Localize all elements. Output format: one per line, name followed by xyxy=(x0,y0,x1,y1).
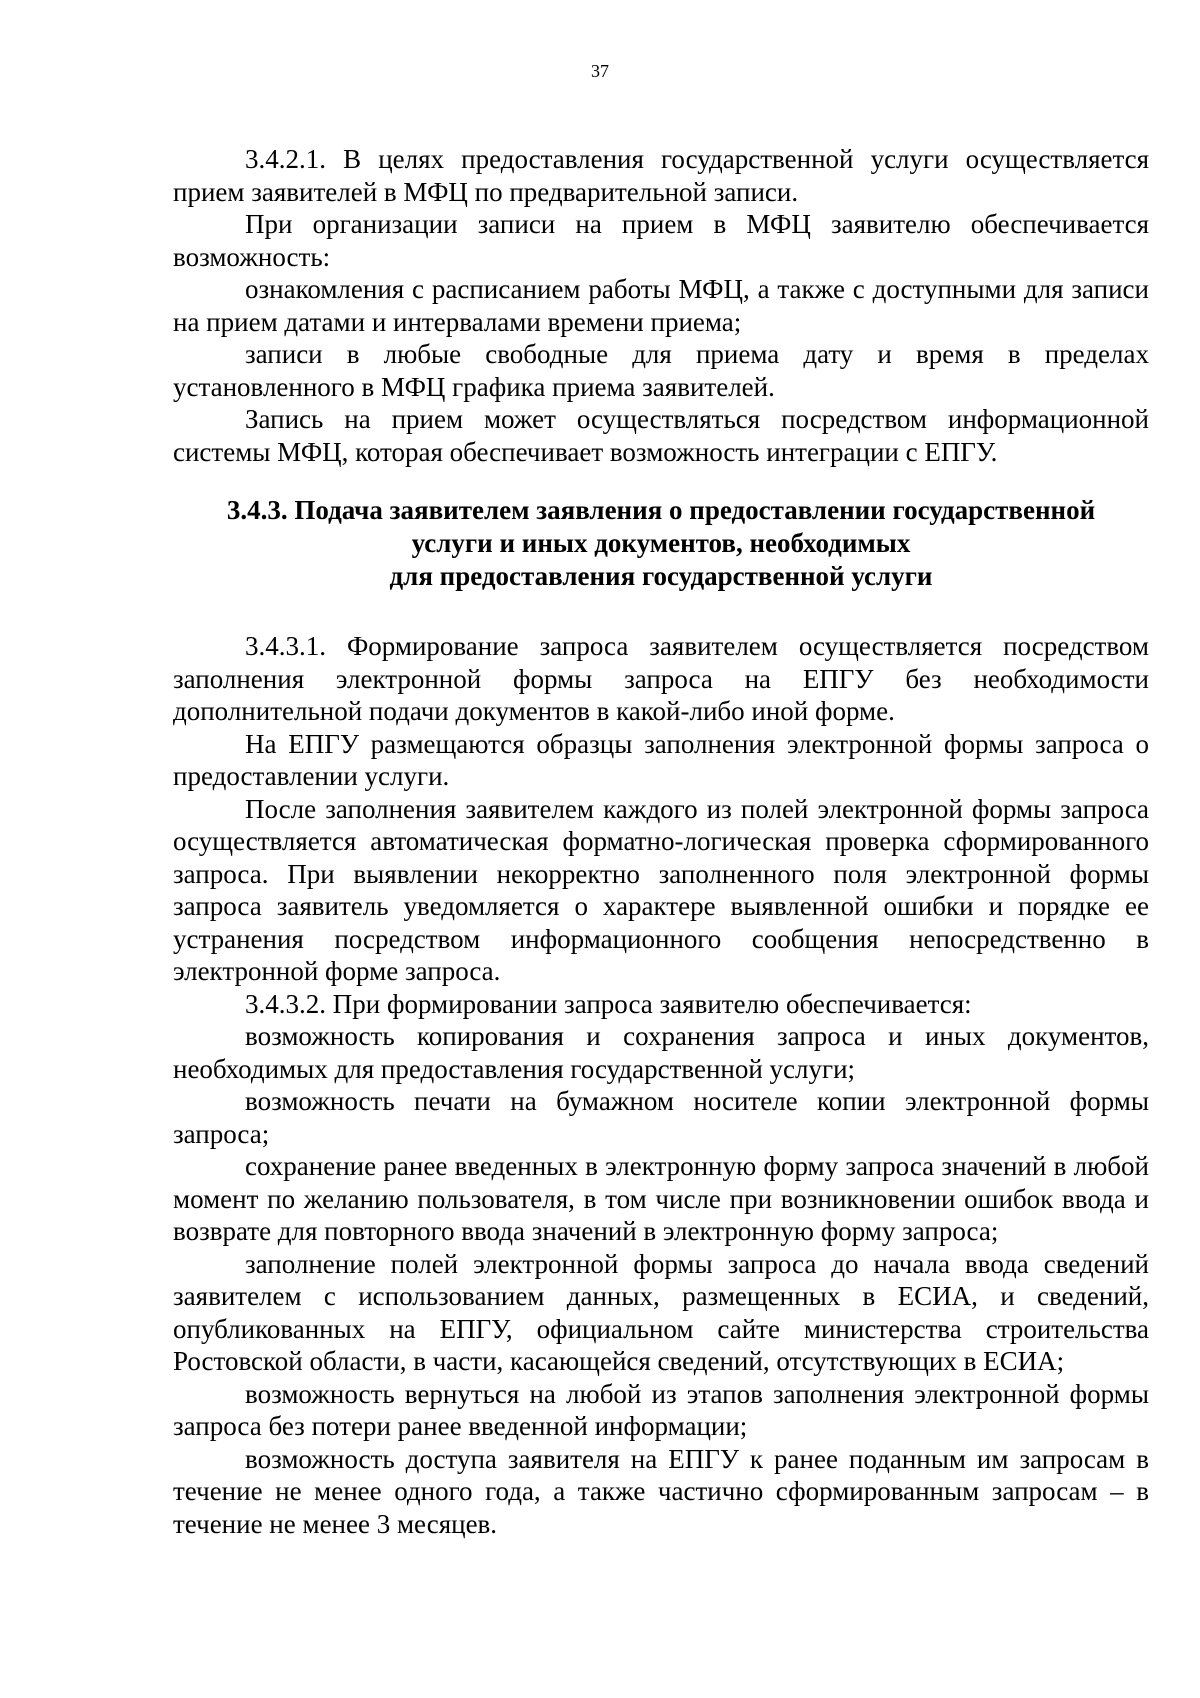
paragraph-return-to-step: возможность вернуться на любой из этапов заполнения электронной формы запроса без потери ранее введенной информации; xyxy=(173,1378,1149,1441)
paragraph-prefill-fields: заполнение полей электронной формы запроса до начала ввода сведений заявителем с использованием данных, размещенных в ЕСИА, и сведений, опубликованных на ЕПГУ, официальном сайте министерства строительства Ростовской области, в части, касающейся сведений, отсутствующих в ЕСИА; xyxy=(173,1248,1149,1376)
paragraph-3-4-2-1: 3.4.2.1. В целях предоставления государственной услуги осуществляется прием заявителей в МФЦ по предварительной записи. xyxy=(173,144,1149,207)
paragraph-access-previous-requests: возможность доступа заявителя на ЕПГУ к ранее поданным им запросам в течение не менее одного года, а также частично сформированным запросам – в течение не менее 3 месяцев. xyxy=(173,1443,1149,1539)
paragraph-3-4-3-1: 3.4.3.1. Формирование запроса заявителем осуществляется посредством заполнения электронной формы запроса на ЕПГУ без необходимости дополнительной подачи документов в какой-либо иной форме. xyxy=(173,631,1149,726)
section-heading-line-3: для предоставления государственной услуги xyxy=(389,561,933,591)
paragraph-form-samples: На ЕПГУ размещаются образцы заполнения электронной формы запроса о предоставлении услуги. xyxy=(173,728,1149,791)
paragraph-copy-save: возможность копирования и сохранения запроса и иных документов, необходимых для предоставления государственной услуги; xyxy=(173,1021,1149,1084)
paragraph-booking-organization: При организации записи на прием в МФЦ заявителю обеспечивается возможность: xyxy=(173,209,1149,272)
paragraph-save-values: сохранение ранее введенных в электронную форму запроса значений в любой момент по желанию пользователя, в том числе при возникновении ошибок ввода и возврате для повторного ввода значений в электронную форму запроса; xyxy=(173,1151,1149,1246)
paragraph-free-slot-booking: записи в любые свободные для приема дату и время в пределах установленного в МФЦ графика приема заявителей. xyxy=(173,339,1149,402)
paragraph-booking-info-system: Запись на прием может осуществляться посредством информационной системы МФЦ, которая обеспечивает возможность интеграции с ЕПГУ. xyxy=(173,404,1149,467)
section-heading-3-4-3 xyxy=(173,494,1149,593)
paragraph-3-4-3-2: 3.4.3.2. При формировании запроса заявителю обеспечивается: xyxy=(245,988,972,1019)
paragraph-print-copy: возможность печати на бумажном носителе копии электронной формы запроса; xyxy=(173,1086,1149,1149)
section-heading-line-1: 3.4.3. Подача заявителем заявления о предоставлении государственной xyxy=(226,495,1096,525)
paragraph-schedule-familiarization: ознакомления с расписанием работы МФЦ, а также с доступными для записи на прием датами и интервалами времени приема; xyxy=(173,274,1149,337)
paragraph-format-logic-check: После заполнения заявителем каждого из полей электронной формы запроса осуществляется автоматическая форматно-логическая проверка сформированного запроса. При выявлении некорректно заполненного поля электронной формы запроса заявитель уведомляется о характере выявленной ошибки и порядке ее устранения посредством информационного сообщения непосредственно в электронной форме запроса. xyxy=(173,793,1149,986)
document-body xyxy=(173,143,1149,1540)
section-heading-line-2: услуги и иных документов, необходимых xyxy=(411,528,911,558)
page-number: 37 xyxy=(591,61,609,81)
